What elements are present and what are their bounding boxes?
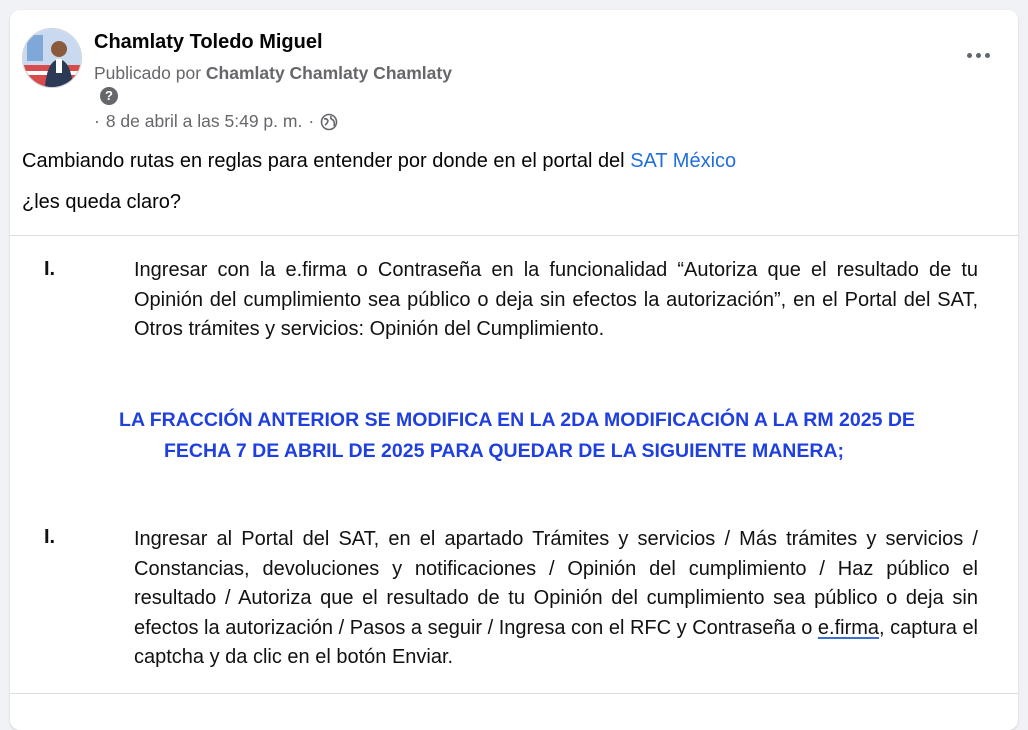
item2-number: I.	[44, 526, 56, 548]
post-date[interactable]: 8 de abril a las 5:49 p. m.	[105, 111, 303, 131]
post-card	[10, 10, 1018, 730]
item1-text: Ingresar con la e.firma o Contraseña en la funcionalidad “Autoriza que el resultado de tu Opinión del cumplimiento sea público o deja sin efectos la autorización”, en el Portal del SAT, Otros trámites y servicios: Opinión del Cumplimiento.	[134, 259, 978, 340]
published-by-name[interactable]: Chamlaty Chamlaty Chamlaty	[205, 63, 452, 83]
item2-text-before: Ingresar al Portal del SAT, en el apartado Trámites y servicios / Más trámites y servicios / Constancias, devoluciones y notificaciones / Opinión del cumplimiento / Haz público el resultado / Autoriza que el resultado de tu Opinión del cumplimiento sea público o deja sin efectos la autorización / Pasos a seguir / Ingresa con el RFC y Contraseña o	[134, 528, 978, 639]
post-image[interactable]	[10, 235, 1018, 694]
more-options-icon[interactable]	[960, 40, 996, 70]
post-text	[22, 149, 1002, 231]
sat-mexico-link[interactable]: SAT México	[630, 150, 737, 172]
help-icon[interactable]: ?	[100, 87, 118, 105]
published-by	[94, 63, 452, 84]
efirma-underlined: e.firma	[817, 616, 880, 639]
post-meta	[94, 111, 338, 132]
note-line1: LA FRACCIÓN ANTERIOR SE MODIFICA EN LA 2DA MODIFICACIÓN A LA RM 2025 DE	[119, 409, 915, 431]
post-text-line1	[22, 149, 1002, 173]
dot-icon	[967, 53, 972, 58]
author-name[interactable]: Chamlaty Toledo Miguel	[94, 31, 323, 53]
modification-note	[38, 405, 988, 467]
published-prefix: Publicado por	[94, 63, 202, 83]
avatar[interactable]	[22, 28, 82, 88]
dot-icon	[985, 53, 990, 58]
item1-number: I.	[44, 258, 56, 280]
globe-icon[interactable]	[320, 113, 338, 131]
note-line2: FECHA 7 DE ABRIL DE 2025 PARA QUEDAR DE LA SIGUIENTE MANERA;	[164, 440, 845, 462]
item2-text-after: , captura el captcha y da clic en el botón Enviar.	[134, 616, 979, 668]
dot-icon	[976, 53, 981, 58]
meta-dot: ·	[94, 111, 100, 131]
item2-text	[134, 525, 978, 673]
post-text-body: Cambiando rutas en reglas para entender por donde en el portal del	[22, 150, 625, 172]
post-text-line2: ¿les queda claro?	[22, 191, 181, 213]
meta-dot: ·	[308, 111, 315, 131]
